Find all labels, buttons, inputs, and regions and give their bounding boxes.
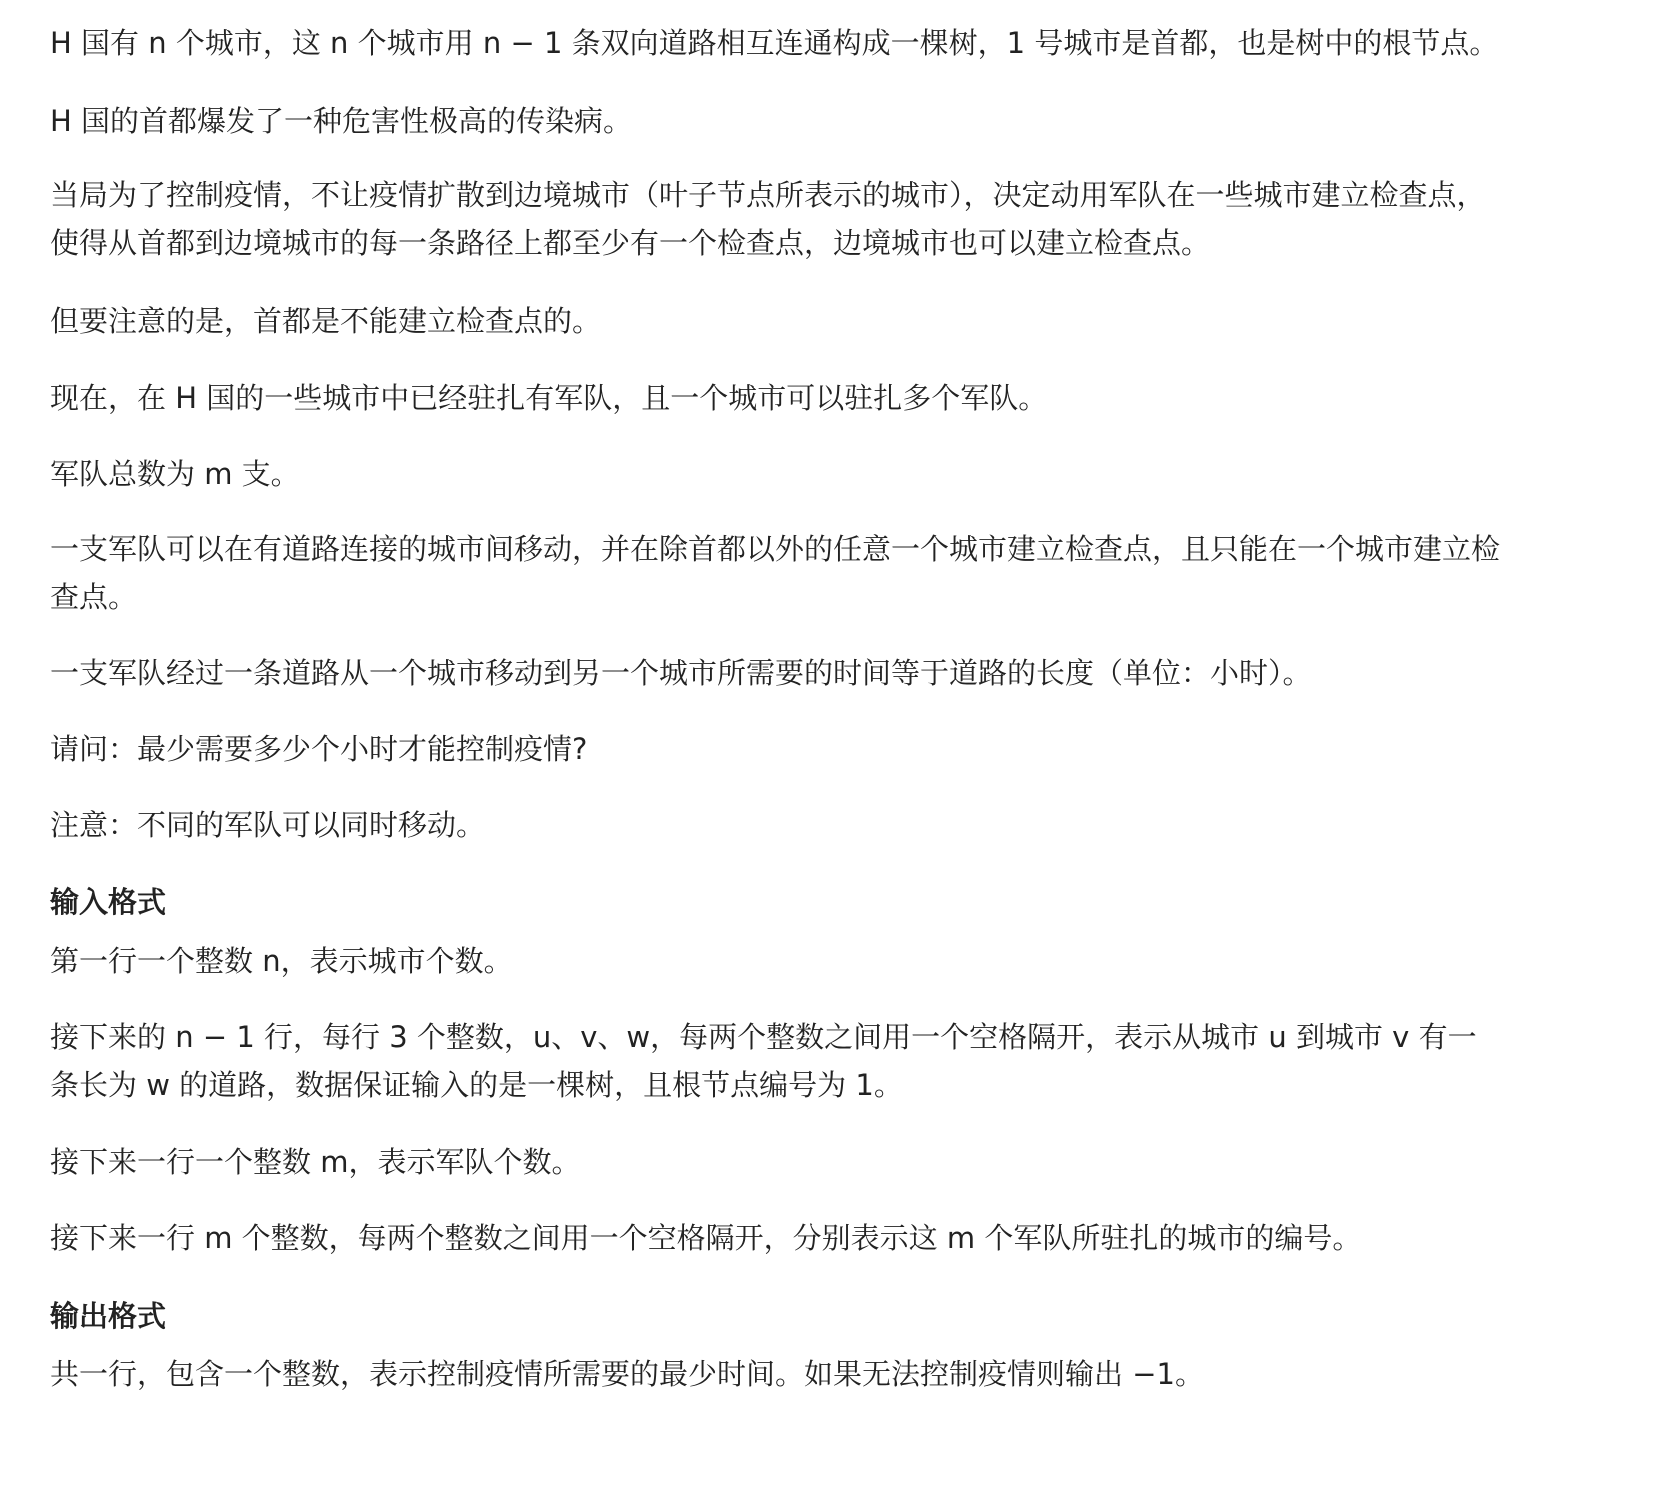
input-line-edges-1: 接下来的 n − 1 行，每行 3 个整数，u、v、w，每两个整数之间用一个空格隔开，表示从城市 u 到城市 v 有一 — [50, 1020, 1477, 1054]
input-line-army-cities: 接下来一行 m 个整数，每两个整数之间用一个空格隔开，分别表示这 m 个军队所驻扎的城市的编号。 — [50, 1221, 1362, 1255]
input-format-heading: 输入格式 — [50, 885, 167, 919]
paragraph-army-movement-line-2: 查点。 — [50, 580, 138, 614]
paragraph-army-count: 军队总数为 m 支。 — [50, 457, 300, 491]
paragraph-armies-stationed: 现在，在 H 国的一些城市中已经驻扎有军队，且一个城市可以驻扎多个军队。 — [50, 381, 1048, 415]
paragraph-tree-description: H 国有 n 个城市，这 n 个城市用 n − 1 条双向道路相互连通构成一棵树，1 号城市是首都，也是树中的根节点。 — [50, 26, 1499, 60]
paragraph-capital-restriction: 但要注意的是，首都是不能建立检查点的。 — [50, 304, 602, 338]
output-format-heading: 输出格式 — [50, 1299, 167, 1333]
input-line-n: 第一行一个整数 n，表示城市个数。 — [50, 944, 513, 978]
output-line: 共一行，包含一个整数，表示控制疫情所需要的最少时间。如果无法控制疫情则输出 −1。 — [50, 1357, 1204, 1391]
paragraph-checkpoint-line-1: 当局为了控制疫情，不让疫情扩散到边境城市（叶子节点所表示的城市），决定动用军队在一些城市建立检查点， — [50, 178, 1486, 212]
paragraph-epidemic: H 国的首都爆发了一种危害性极高的传染病。 — [50, 104, 633, 138]
paragraph-army-movement-line-1: 一支军队可以在有道路连接的城市间移动，并在除首都以外的任意一个城市建立检查点，且只能在一个城市建立检 — [50, 532, 1501, 566]
paragraph-travel-time: 一支军队经过一条道路从一个城市移动到另一个城市所需要的时间等于道路的长度（单位：小时）。 — [50, 656, 1312, 690]
paragraph-note: 注意：不同的军队可以同时移动。 — [50, 808, 486, 842]
input-line-edges-2: 条长为 w 的道路，数据保证输入的是一棵树，且根节点编号为 1。 — [50, 1068, 903, 1102]
paragraph-question: 请问：最少需要多少个小时才能控制疫情? — [50, 732, 588, 766]
input-line-m: 接下来一行一个整数 m，表示军队个数。 — [50, 1145, 581, 1179]
paragraph-checkpoint-line-2: 使得从首都到边境城市的每一条路径上都至少有一个检查点，边境城市也可以建立检查点。 — [50, 226, 1211, 260]
